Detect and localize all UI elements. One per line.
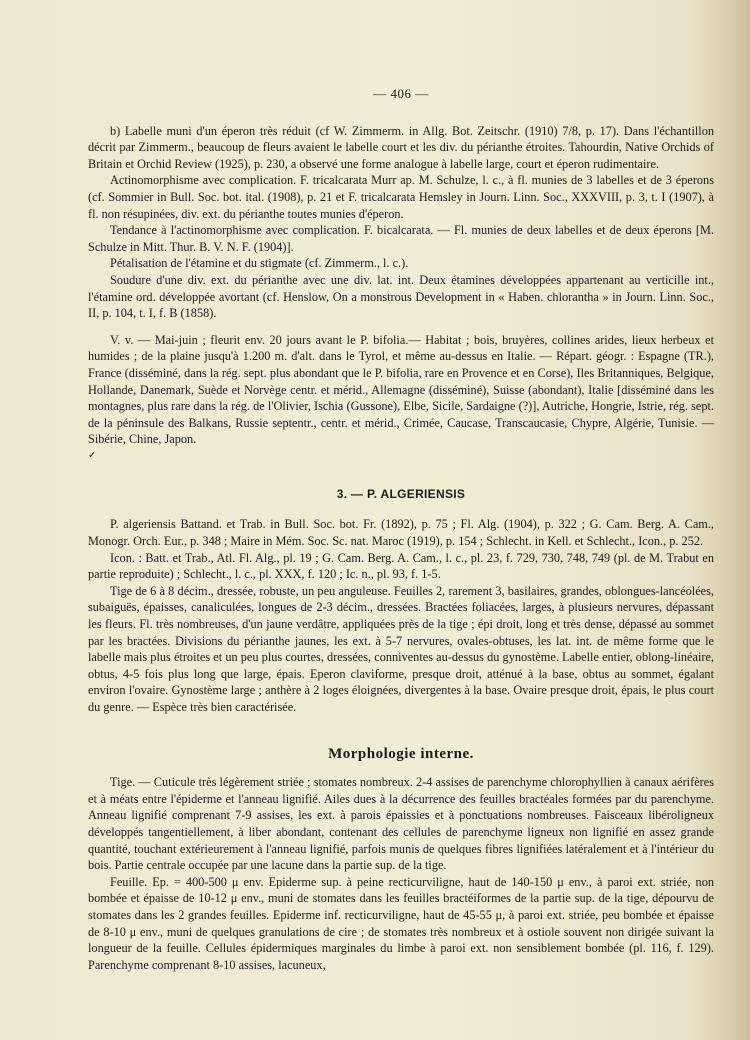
paragraph-actinomorphisme: Actinomorphisme avec complication. F. tricalcarata Murr ap. M. Schulze, l. c., à fl. munies de 3 labelles et de 3 éperons (cf. Sommier in Bull. Soc. bot. ital. (1908), p. 21 et F. tricalcarata Hemsley in Journ. Linn. Soc., XXXVIII, p. 3, t. I (1907), à fl. non résupinées, div. ext. du périanthe toutes munies d'éperon. — [88, 173, 714, 221]
section-title: 3. — P. ALGERIENSIS — [336, 486, 466, 501]
tick-mark-glyph: ✓ — [88, 449, 97, 461]
paragraph-habitat: V. v. — Mai-juin ; fleurit env. 20 jours avant le P. bifolia.— Habitat ; bois, bruyères, collines arides, lieux herbeux et humides ; de la plaine jusqu'à 1.200 m. d'alt. dans le Tyrol, et même au-dessus en Italie. — Répart. géogr. : Espagne (TR.), France (disséminé, dans la rég. sept. plus abondant que le P. bifolia, rare en Provence et en Corse), Iles Britanniques, Belgique, Hollande, Danemark, Suède et Norvège centr. et mérid., Allemagne (disséminé), Suisse (abondant), Italie [disséminé dans les montagnes, plus rare dans la rég. de l'Olivier, Ischia (Gussone), Elbe, Sicile, Sardaigne (?)], Autriche, Hongrie, Istrie, rég. sept. de la péninsule des Balkans, Russie septentr., centr. et mérid., Crimée, Caucase, Transcaucasie, Chypre, Algérie, Tunisie. — Sibérie, Chine, Japon. — [88, 332, 714, 447]
paragraph-description: Tige de 6 à 8 décim., dressée, robuste, un peu anguleuse. Feuilles 2, rarement 3, basilaires, grandes, oblongues-lancéolées, subaiguës, épaisses, canaliculées, longues de 2-3 décim., dressées. Bractées foliacées, larges, à plusieurs nervures, dépassant les fleurs. Fl. très nombreuses, d'un jaune verdâtre, appliquées près de la tige ; épi droit, long et très dense, dépassé au sommet par les bractées. Divisions du périanthe jaunes, les ext. à 5-7 nervures, ovales-obtuses, les lat. int. de même forme que le labelle mais plus étroites et un peu plus courtes, dressées, conniventes au-dessus du gynostème. Labelle entier, oblong-linéaire, obtus, 4-5 fois plus long que large, épais. Eperon claviforme, presque droit, atténué à la base, obtus au sommet, égalant environ l'ovaire. Gynostème large ; anthère à 2 loges éloignées, divergentes à la base. Ovaire presque droit, épais, le plus court du genre. — Espèce très bien caractérisée. — [88, 583, 714, 714]
paragraph-tige: Tige. — Cuticule très légèrement striée ; stomates nombreux. 2-4 assises de parenchyme chlorophyllien à canaux aérifères et à méats entre l'épiderme et l'anneau lignifié. Ailes dues à la décurrence des feuilles bractéales formées par du parenchyme. Anneau lignifié comprenant 7-9 assises, les ext. à parois épaissies et à ponctuations nombreuses. Faisceaux libéroligneux développés tangentiellement, à liber abondant, contenant des cellules de parenchyme ligneux non lignifié en assez grande quantité, touchant extérieurement à l'anneau lignifié, parfois munis de quelques fibres lignifiées latéralement et à l'intérieur du bois. Partie centrale occupée par une lacune dans la partie sup. de la tige. — [88, 775, 714, 873]
tick-mark — [88, 448, 714, 462]
paragraph-icon: Icon. : Batt. et Trab., Atl. Fl. Alg., pl. 19 ; G. Cam. Berg. A. Cam., l. c., pl. 23, f. 729, 730, 748, 749 (pl. de M. Trabut en partie reproduite) ; Schlecht., l. c., pl. XXX, f. 120 ; Ic. n., pl. 93, f. 1-5. — [88, 550, 714, 582]
paragraph-synonymy: P. algeriensis Battand. et Trab. in Bull. Soc. bot. Fr. (1892), p. 75 ; Fl. Alg. (1904), p. 322 ; G. Cam. Berg. A. Cam., Monogr. Orch. Eur., p. 348 ; Maire in Mém. Soc. Sc. nat. Maroc (1919), p. 154 ; Schlecht. in Kell. et Schlecht., Icon., p. 252. — [88, 517, 714, 549]
page-content — [88, 86, 714, 973]
paragraph-tendance: Tendance à l'actinomorphisme avec complication. F. bicalcarata. — Fl. munies de deux labelles et de deux éperons [M. Schulze in Mitt. Thur. B. V. N. F. (1904)]. — [88, 223, 714, 254]
paragraph-labelle: b) Labelle muni d'un éperon très réduit (cf W. Zimmerm. in Allg. Bot. Zeitschr. (1910) 7/8, p. 17). Dans l'échantillon décrit par Zimmerm., beaucoup de fleurs avaient le labelle court et les div. du périanthe étroites. Tahourdin, Native Orchids of Britain et Orchid Review (1925), p. 230, a observé une forme analogue à labelle large, court et éperon rudimentaire. — [88, 123, 714, 171]
paragraph-petalisation: Pétalisation de l'étamine et du stigmate (cf. Zimmerm., l. c.). — [110, 256, 409, 271]
paragraph-feuille: Feuille. Ep. = 400-500 μ env. Epiderme sup. à peine recticurviligne, haut de 140-150 μ env., à paroi ext. striée, non bombée et épaisse de 10-12 μ env., muni de stomates dans les feuilles bractéiformes de la partie sup. de la tige, dépourvu de stomates dans les 2 grandes feuilles. Epiderme inf. recticurviligne, haut de 45-55 μ, à paroi ext. striée, peu bombée et épaisse de 8-10 μ env., muni de quelques granulations de cire ; de stomates très nombreux et à ostiole souvent non dirigée suivant la longueur de la feuille. Cellules épidermiques marginales du limbe à paroi ext. non sensiblement bombée (pl. 116, f. 129). Parenchyme comprenant 8-10 assises, lacuneux, — [88, 874, 714, 972]
page-number: — 406 — — [373, 86, 429, 101]
paragraph-soudure: Soudure d'une div. ext. du périanthe avec une div. lat. int. Deux étamines développées appartenant au verticille int., l'étamine ord. développée avortant (cf. Henslow, On a monstrous Development in « Haben. chlorantha » in Journ. Linn. Soc., II, p. 104, t. I, f. B (1858). — [88, 272, 714, 321]
morphology-title: Morphologie interne. — [328, 745, 474, 762]
